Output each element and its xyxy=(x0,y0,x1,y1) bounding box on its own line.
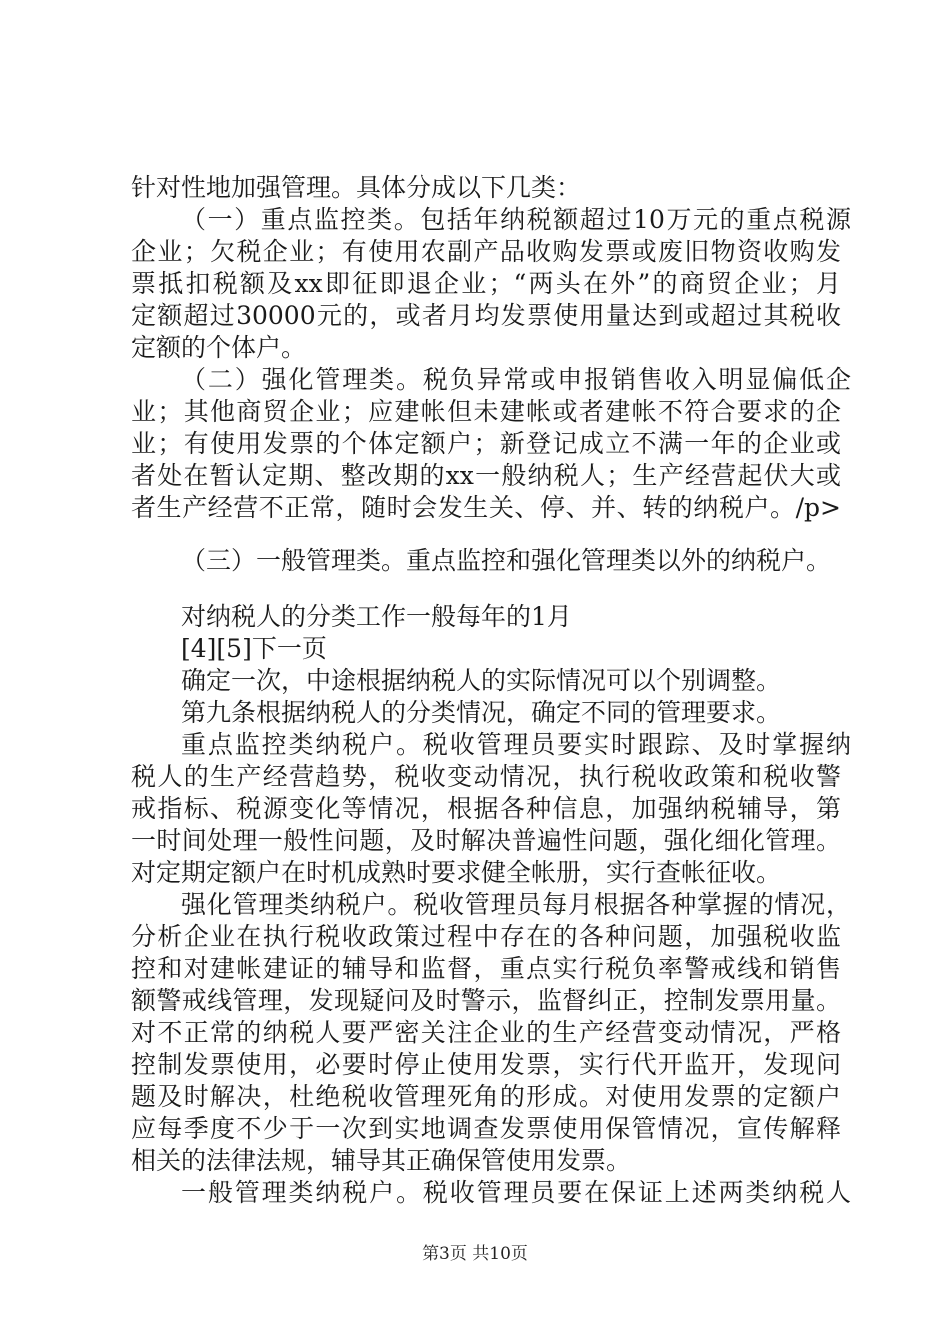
text-line: 重点监控类纳税户。税收管理员要实时跟踪、及时掌握纳 xyxy=(181,730,851,759)
text-line: 应每季度不少于一次到实地调查发票使用保管情况，宣传解释 xyxy=(131,1114,841,1143)
text-line: 控制发票使用，必要时停止使用发票，实行代开监开，发现问 xyxy=(131,1050,841,1079)
text-line: 税人的生产经营趋势，税收变动情况，执行税收政策和税收警 xyxy=(131,762,841,791)
text-line: （一）重点监控类。包括年纳税额超过10万元的重点税源 xyxy=(181,205,851,234)
text-line: 对纳税人的分类工作一般每年的1月 xyxy=(181,602,572,631)
text-line: 题及时解决，杜绝税收管理死角的形成。对使用发票的定额户 xyxy=(131,1082,841,1111)
text-line: 一般管理类纳税户。税收管理员要在保证上述两类纳税人 xyxy=(181,1178,851,1207)
text-line: 戒指标、税源变化等情况，根据各种信息，加强纳税辅导，第 xyxy=(131,794,841,823)
text-line: 者生产经营不正常，随时会发生关、停、并、转的纳税户。/p> xyxy=(131,493,841,522)
text-line: 第九条根据纳税人的分类情况，确定不同的管理要求。 xyxy=(181,698,782,727)
text-line: 定额的个体户。 xyxy=(131,333,307,362)
text-line: （三）一般管理类。重点监控和强化管理类以外的纳税户。 xyxy=(181,546,832,575)
text-line: 针对性地加强管理。具体分成以下几类： xyxy=(131,173,582,202)
text-line: 确定一次，中途根据纳税人的实际情况可以个别调整。 xyxy=(181,666,782,695)
text-line: 对不正常的纳税人要严密关注企业的生产经营变动情况，严格 xyxy=(131,1018,841,1047)
page-footer: 第3页 共10页 xyxy=(422,1244,528,1264)
text-line: 强化管理类纳税户。税收管理员每月根据各种掌握的情况， xyxy=(181,890,851,919)
text-line: 业；有使用发票的个体定额户；新登记成立不满一年的企业或 xyxy=(131,429,841,458)
text-line: （二）强化管理类。税负异常或申报销售收入明显偏低企 xyxy=(181,365,851,394)
text-line: 分析企业在执行税收政策过程中存在的各种问题，加强税收监 xyxy=(131,922,841,951)
text-line: 者处在暂认定期、整改期的xx一般纳税人；生产经营起伏大或 xyxy=(131,461,841,490)
text-line: 业；其他商贸企业；应建帐但未建帐或者建帐不符合要求的企 xyxy=(131,397,841,426)
text-line: 一时间处理一般性问题，及时解决普遍性问题，强化细化管理。 xyxy=(131,826,841,855)
text-line: 对定期定额户在时机成熟时要求健全帐册，实行查帐征收。 xyxy=(131,858,782,887)
text-line: [4][5]下一页 xyxy=(181,634,327,663)
text-line: 额警戒线管理，发现疑问及时警示，监督纠正，控制发票用量。 xyxy=(131,986,841,1015)
text-line: 控和对建帐建证的辅导和监督，重点实行税负率警戒线和销售 xyxy=(131,954,841,983)
text-line: 企业；欠税企业；有使用农副产品收购发票或废旧物资收购发 xyxy=(131,237,841,266)
text-line: 票抵扣税额及xx即征即退企业；“两头在外”的商贸企业；月 xyxy=(131,269,841,298)
text-line: 定额超过30000元的，或者月均发票使用量达到或超过其税收 xyxy=(131,301,841,330)
text-line: 相关的法律法规，辅导其正确保管使用发票。 xyxy=(131,1146,632,1175)
